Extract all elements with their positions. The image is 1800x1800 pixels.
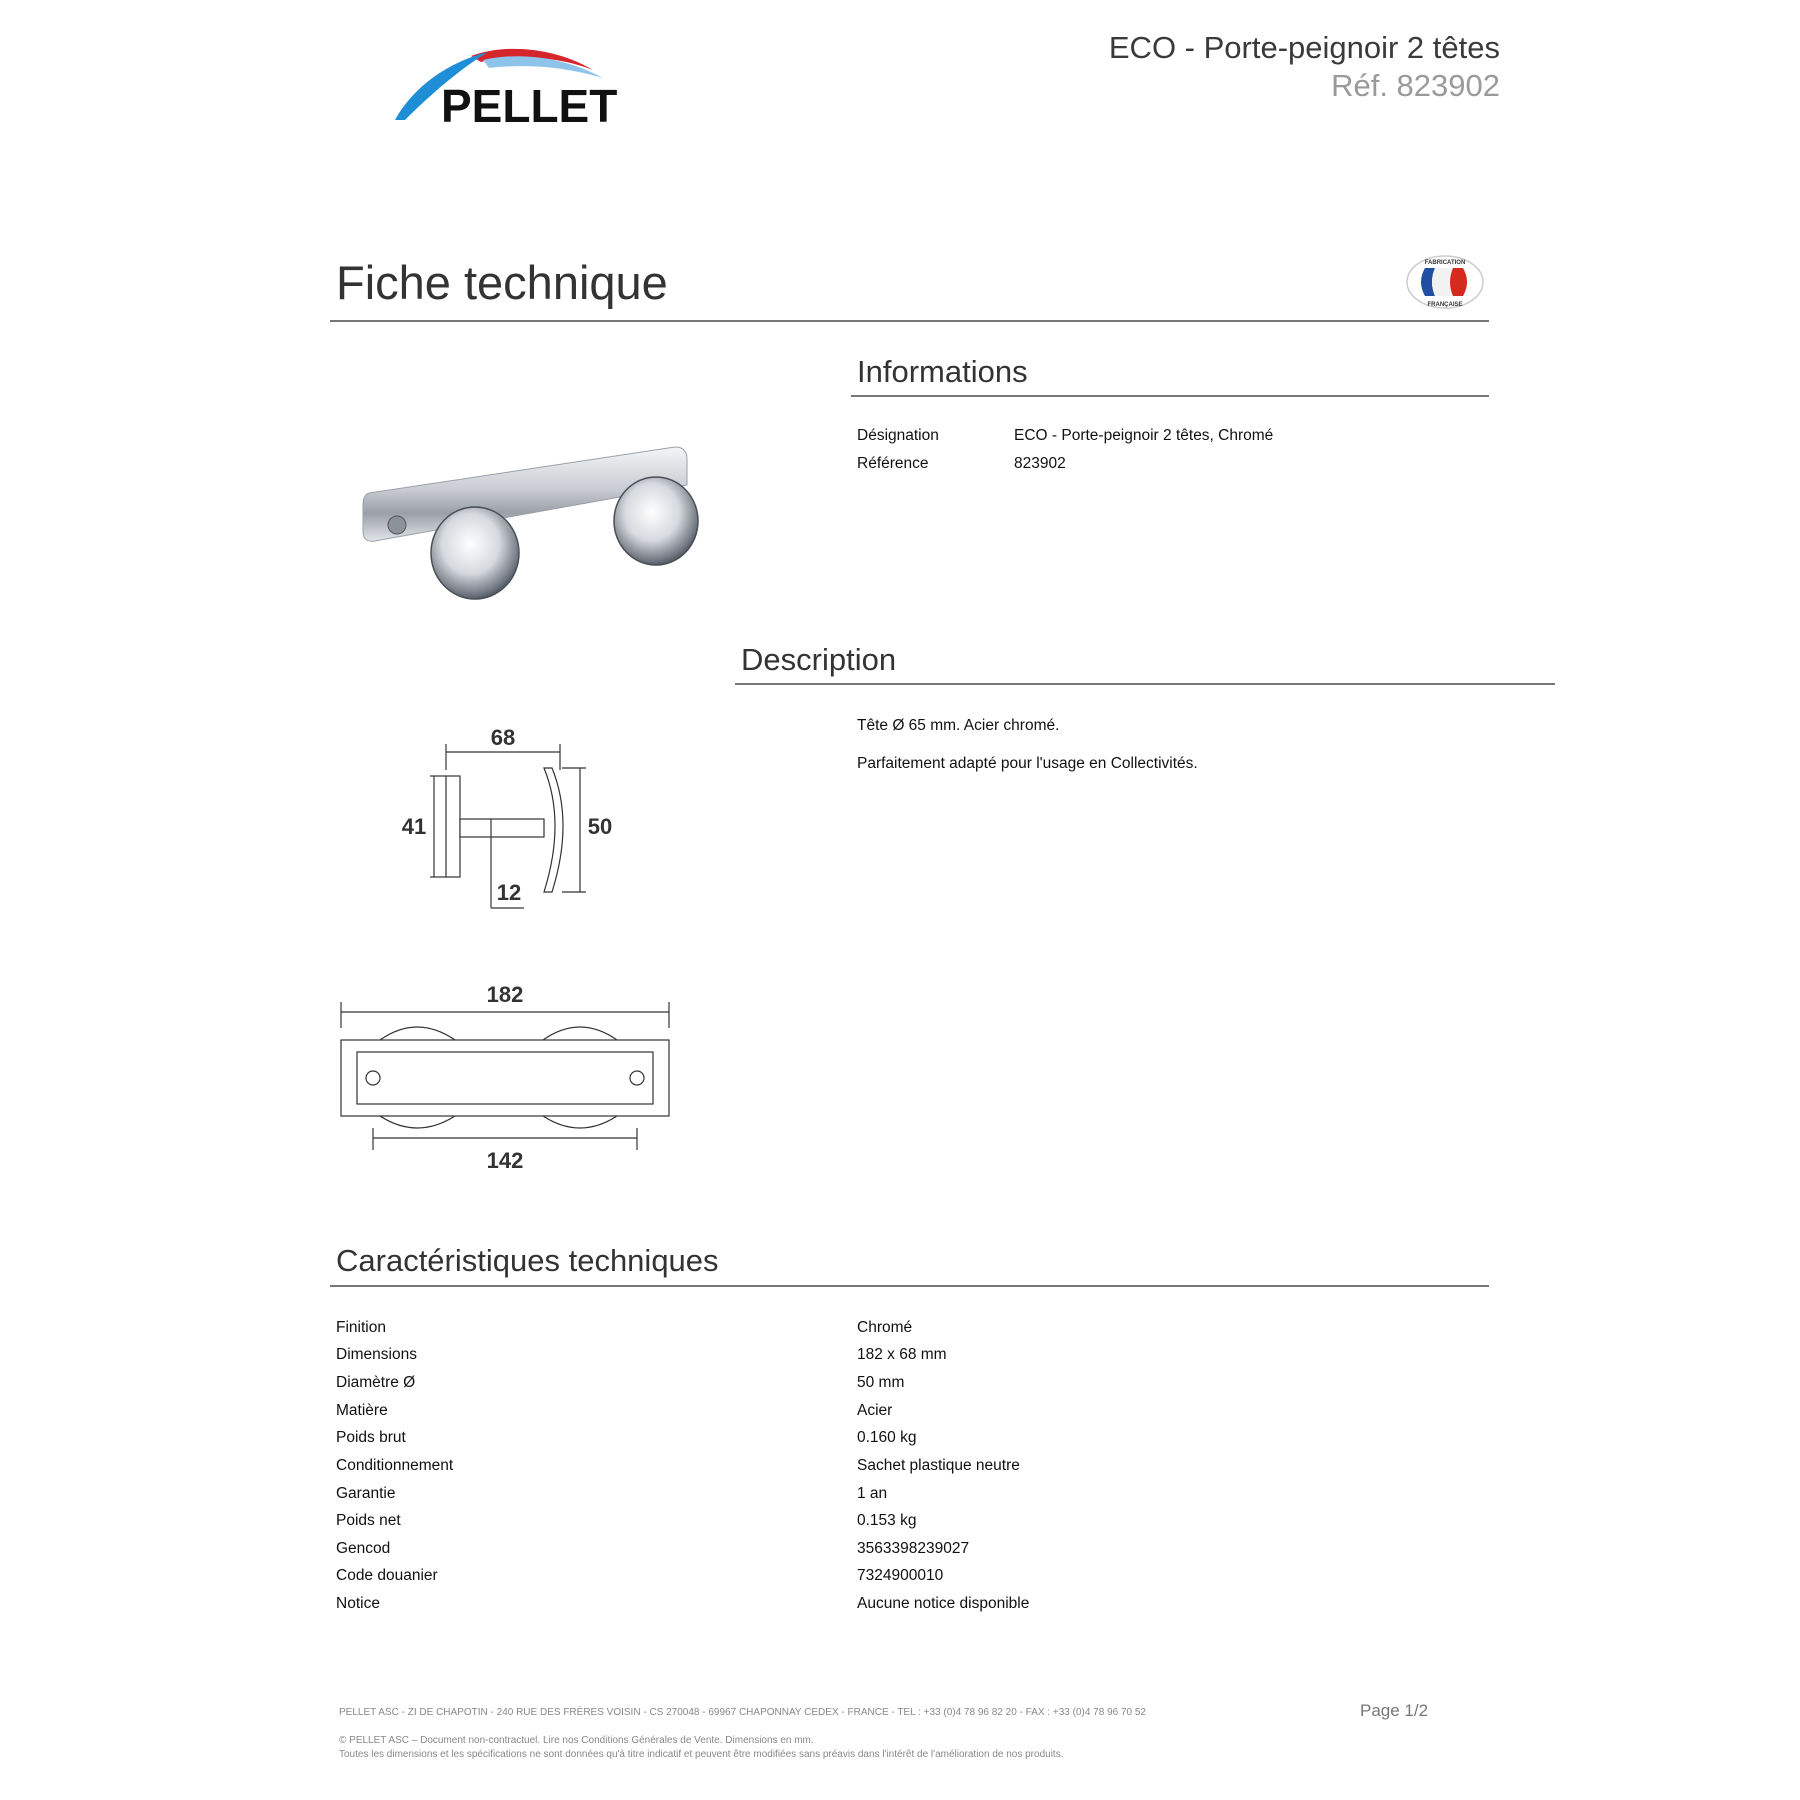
- pellet-logo: [393, 42, 638, 127]
- flag-red-stripe: [1450, 268, 1467, 296]
- logo-brand: PELLET: [441, 80, 618, 127]
- fiche-technique-heading: Fiche technique: [336, 256, 668, 309]
- description-heading: Description: [741, 642, 897, 677]
- dim-front-hole-spacing: 142: [486, 1148, 524, 1173]
- technical-drawing-side: [390, 712, 620, 917]
- spec-value: 7324900010: [857, 1567, 944, 1584]
- spec-value: 3563398239027: [857, 1540, 970, 1557]
- flag-white-stripe: [1432, 268, 1453, 296]
- spec-label: Garantie: [336, 1485, 396, 1502]
- spec-value: 182 x 68 mm: [857, 1346, 947, 1363]
- caracteristiques-divider: [330, 1285, 1489, 1287]
- spec-value: Acier: [857, 1402, 893, 1419]
- fabrication-francaise-badge: [1405, 254, 1485, 310]
- dim-side-head-height: 50: [587, 814, 613, 839]
- description-line: Parfaitement adapté pour l'usage en Collectivités.: [857, 755, 1198, 772]
- fiche-divider: [330, 320, 1489, 322]
- document-reference: Réf. 823902: [1331, 68, 1500, 103]
- technical-drawing-front: [335, 978, 680, 1178]
- page-number: Page 1/2: [1360, 1701, 1429, 1720]
- dim-side-width: 68: [490, 725, 516, 750]
- document-title: ECO - Porte-peignoir 2 têtes: [1108, 30, 1500, 65]
- informations-heading: Informations: [857, 354, 1028, 389]
- spec-label: Code douanier: [336, 1567, 438, 1584]
- info-value-designation: ECO - Porte-peignoir 2 têtes, Chromé: [1014, 427, 1274, 444]
- spec-label: Finition: [336, 1319, 386, 1336]
- logo-swoosh-light: [483, 56, 603, 78]
- dim-front-width: 182: [486, 982, 524, 1007]
- spec-value: Chromé: [857, 1319, 913, 1336]
- info-label-designation: Désignation: [857, 427, 939, 444]
- spec-value: 1 an: [857, 1485, 888, 1502]
- spec-value: Aucune notice disponible: [857, 1595, 1030, 1612]
- product-head-left: [431, 507, 519, 599]
- spec-value: 50 mm: [857, 1374, 905, 1391]
- spec-value: 0.153 kg: [857, 1512, 917, 1529]
- info-value-reference: 823902: [1014, 455, 1066, 472]
- spec-label: Gencod: [336, 1540, 391, 1557]
- spec-label: Diamètre Ø: [336, 1374, 416, 1391]
- spec-label: Notice: [336, 1595, 380, 1612]
- spec-value: Sachet plastique neutre: [857, 1457, 1020, 1474]
- badge-text-top: FABRICATION: [1424, 260, 1466, 266]
- informations-divider: [851, 395, 1489, 397]
- spec-label: Matière: [336, 1402, 388, 1419]
- footer-disclaimer: Toutes les dimensions et les spécifications ne sont données qu'à titre indicatif et peuvent être modifiées sans préavis dans l'intérêt de l'amélioration de nos produits.: [339, 1749, 1064, 1760]
- product-photo: [357, 355, 707, 695]
- spec-label: Poids brut: [336, 1429, 406, 1446]
- spec-label: Dimensions: [336, 1346, 417, 1363]
- description-line: Tête Ø 65 mm. Acier chromé.: [857, 717, 1060, 734]
- info-label-reference: Référence: [857, 455, 929, 472]
- product-head-right: [614, 477, 698, 565]
- caracteristiques-heading: Caractéristiques techniques: [336, 1243, 719, 1278]
- product-screw-hole: [388, 516, 406, 534]
- badge-text-bottom: FRANÇAISE: [1427, 302, 1463, 308]
- description-divider: [735, 683, 1555, 685]
- dim-side-stem: 12: [496, 880, 522, 905]
- spec-label: Poids net: [336, 1512, 401, 1529]
- spec-label: Conditionnement: [336, 1457, 454, 1474]
- footer-copyright: © PELLET ASC – Document non-contractuel. Lire nos Conditions Générales de Vente. Dimensions en mm.: [339, 1735, 814, 1746]
- footer-address: PELLET ASC - ZI DE CHAPOTIN - 240 RUE DES FRÈRES VOISIN - CS 270048 - 69967 CHAPONNAY CEDEX - FRANCE - TEL : +33 (0)4 78 96 82 20 - FAX : +33 (0)4 78 96 70 52: [339, 1707, 1146, 1718]
- dim-side-plate-height: 41: [401, 814, 427, 839]
- spec-value: 0.160 kg: [857, 1429, 917, 1446]
